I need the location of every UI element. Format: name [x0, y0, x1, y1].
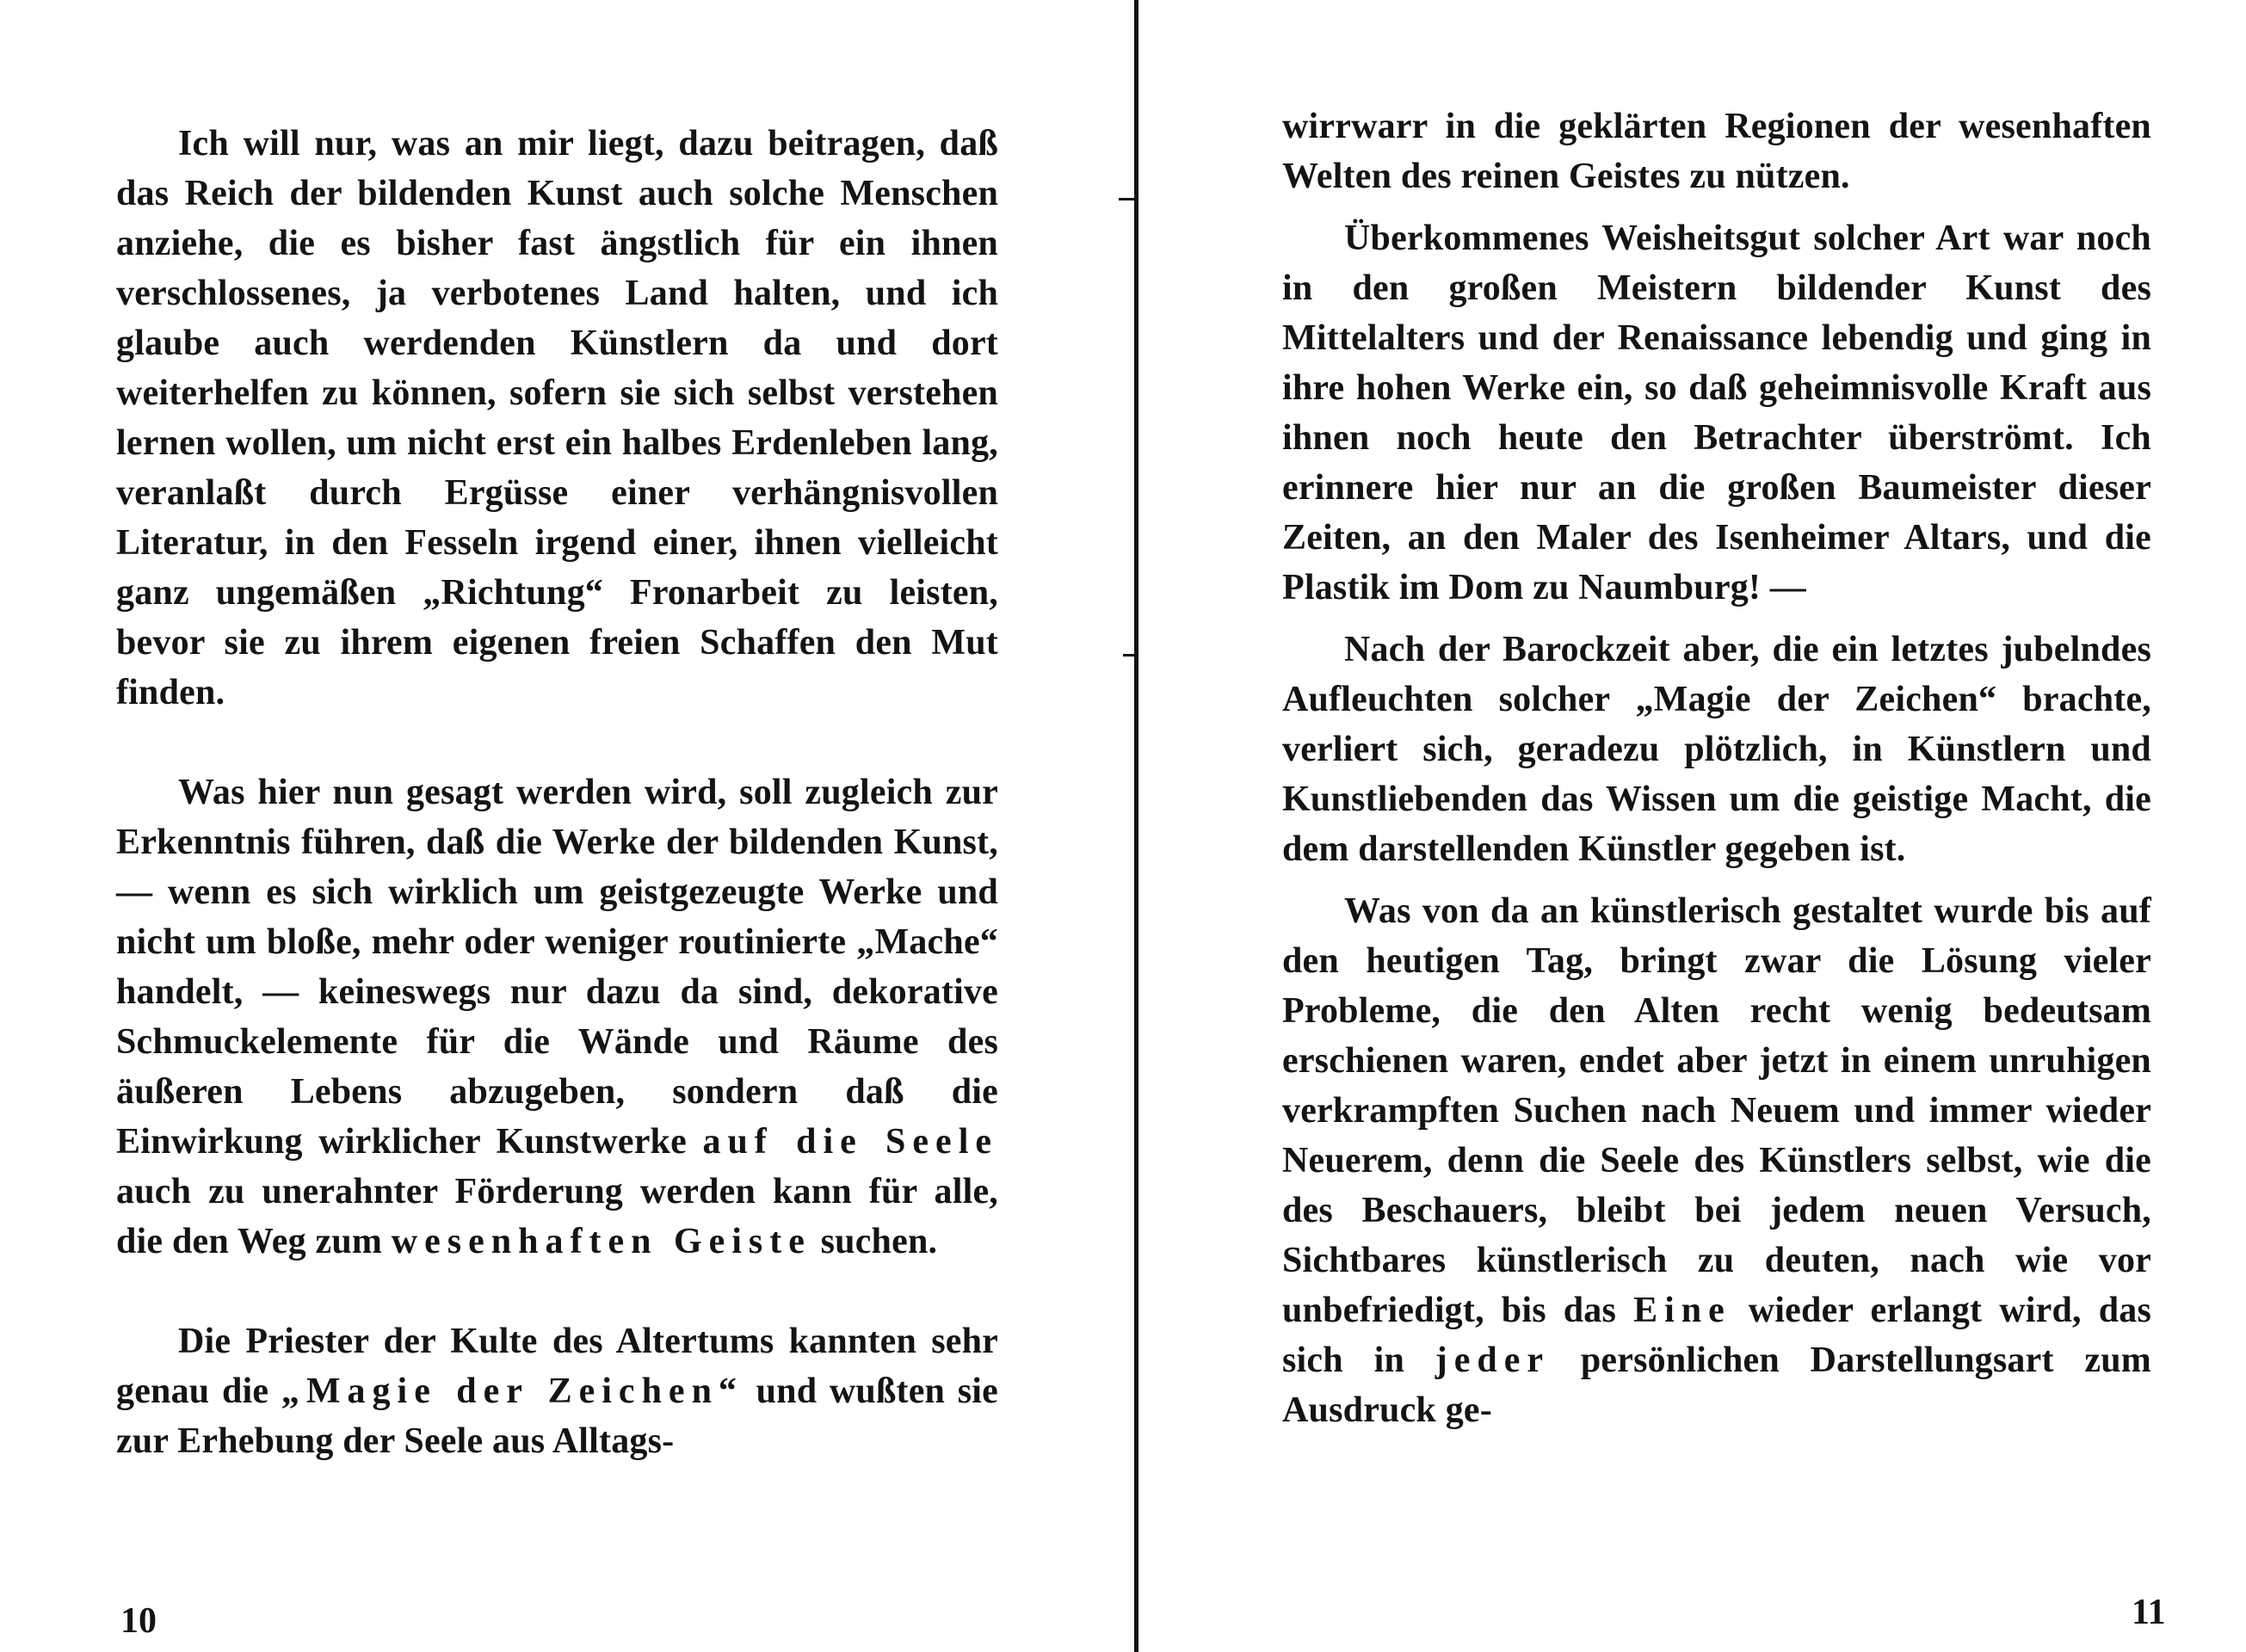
left-p2-text-c: suchen.	[820, 1222, 938, 1261]
gutter-nick	[1123, 654, 1135, 656]
right-paragraph-3	[1282, 886, 2151, 1435]
right-p3-text-b: wieder erlangt wird, das sich in	[1282, 1291, 2152, 1380]
left-p3-text-b: und wußten sie zur Erhebung der Seele aus Alltags-	[116, 1372, 999, 1461]
left-p2-spaced-2: wesenhaften Geiste	[391, 1222, 811, 1261]
right-p3-text-a: Was von da an künstlerisch gestaltet wurde bis auf den heutigen Tag, bringt zwar die Lösung vieler Probleme, die den Alten recht wenig bedeutsam erschienen waren, endet aber jetzt in einem unruhigen verkrampften Suchen nach Neuem und immer wieder Neuerem, denn die Seele des Künstlers selbst, wie die des Beschauers, bleibt bei jedem neuen Versuch, Sichtbares künstlerisch zu deuten, nach wie vor unbefriedigt, bis das	[1282, 891, 2151, 1330]
book-gutter	[1134, 0, 1138, 1652]
left-paragraph-2	[116, 767, 998, 1267]
right-paragraph-2: Nach der Barockzeit aber, die ein letztes jubelndes Aufleuchten solcher „Magie der Zeichen“ brachte, verliert sich, geradezu plötzlich, in Künstlern und Kunstliebenden das Wissen um die geistige Macht, die dem darstellenden Künstler gegeben ist.	[1282, 630, 2151, 869]
left-p2-text-b: auch zu unerahnter Förderung werden kann für alle, die den Weg zum	[116, 1172, 998, 1261]
right-p3-spaced-1: Eine	[1633, 1291, 1731, 1330]
left-p2-text-a: Was hier nun gesagt werden wird, soll zugleich zur Erkenntnis führen, daß die Werke der bildenden Kunst, — wenn es sich wirklich um geistgezeugte Werke und nicht um bloße, mehr oder weniger routinierte „Mache“ handelt, — keineswegs nur dazu da sind, dekorative Schmuckelemente für die Wände und Räume des äußeren Lebens abzugeben, sondern daß die Einwirkung wirklicher Kunstwerke	[116, 773, 998, 1162]
right-paragraph-1: Überkommenes Weisheitsgut solcher Art war noch in den großen Meistern bildender Kunst des Mittelalters und der Renaissance lebendig und ging in ihre hohen Werke ein, so daß geheimnisvolle Kraft aus ihnen noch heute den Betrachter überströmt. Ich erinnere hier nur an die großen Baumeister dieser Zeiten, an den Maler des Isenheimer Altars, und die Plastik im Dom zu Naumburg! —	[1282, 219, 2151, 607]
left-page-number: 10	[120, 1601, 157, 1641]
right-p3-text-c: persönlichen Darstellungsart zum Ausdruck ge-	[1282, 1341, 2151, 1430]
left-page	[0, 0, 1119, 1652]
right-paragraph-0: wirrwarr in die geklärten Regionen der wesenhaften Welten des reinen Geistes zu nützen.	[1282, 107, 2151, 196]
right-page	[1145, 0, 2246, 1652]
gutter-nick	[1119, 198, 1134, 200]
right-text-column	[1282, 102, 2151, 1447]
left-p3-spaced: „Magie der Zeichen“	[281, 1372, 744, 1411]
left-text-column	[116, 119, 998, 1516]
left-paragraph-3	[116, 1316, 998, 1466]
right-page-number: 11	[2132, 1593, 2166, 1632]
left-p3-text-a: Die Priester der Kulte des Altertums kannten sehr genau die	[116, 1322, 998, 1411]
left-paragraph-1: Ich will nur, was an mir liegt, dazu beitragen, daß das Reich der bildenden Kunst auch solche Menschen anziehe, die es bisher fast ängstlich für ein ihnen verschlossenes, ja verbotenes Land halten, und ich glaube auch werdenden Künstlern da und dort weiterhelfen zu können, sofern sie sich selbst verstehen lernen wollen, um nicht erst ein halbes Erdenleben lang, veranlaßt durch Ergüsse einer verhängnisvollen Literatur, in den Fesseln irgend einer, ihnen vielleicht ganz ungemäßen „Richtung“ Fronarbeit zu leisten, bevor sie zu ihrem eigenen freien Schaffen den Mut finden.	[116, 124, 998, 712]
left-p2-spaced-1: auf die Seele	[702, 1122, 999, 1162]
right-p3-spaced-2: jeder	[1435, 1341, 1551, 1380]
